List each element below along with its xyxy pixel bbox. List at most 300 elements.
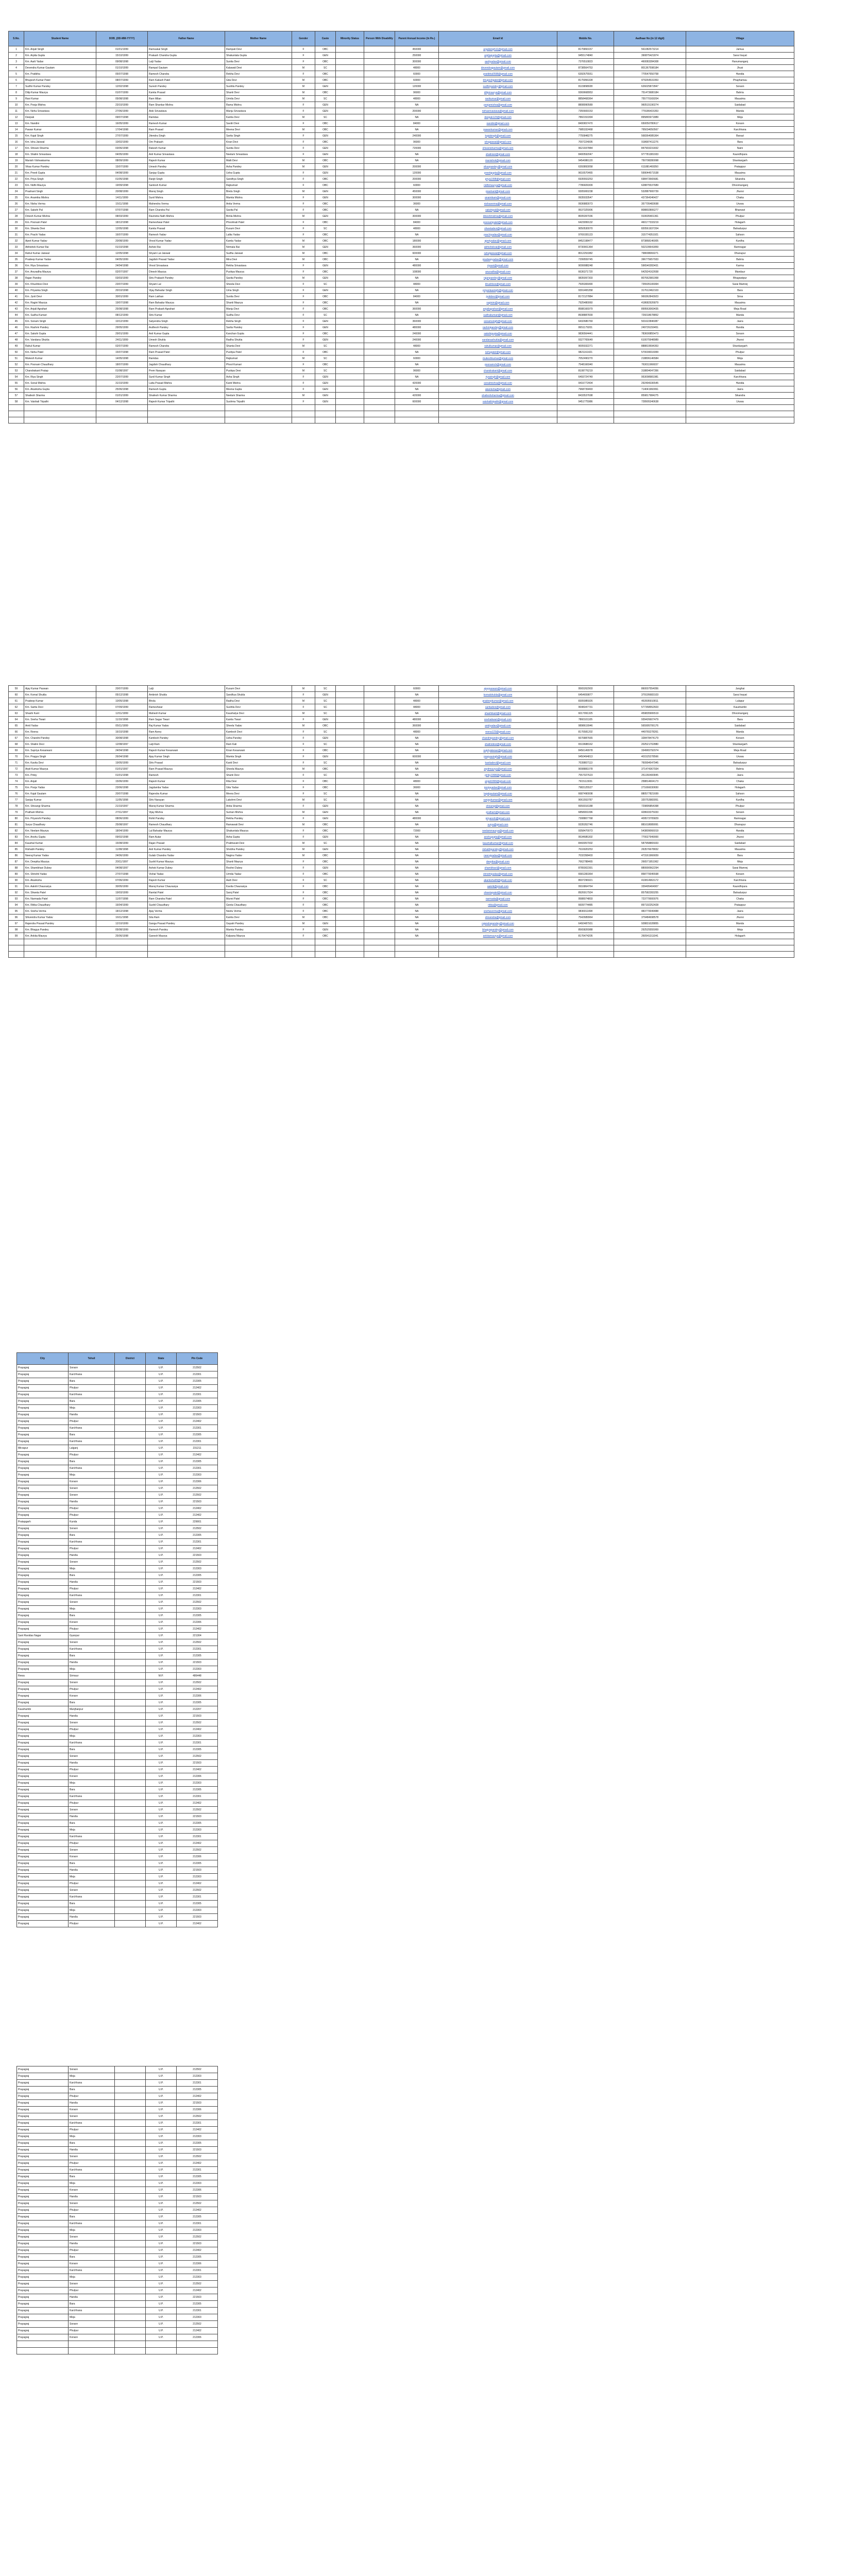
table-row bbox=[17, 1465, 218, 1472]
table-cell: Shobha Pandey bbox=[225, 846, 292, 853]
table-cell[interactable]: kajalgautam@gmail.com bbox=[439, 791, 557, 797]
table-cell: Prayagraj bbox=[17, 1566, 69, 1572]
table-cell: F bbox=[292, 232, 315, 238]
table-cell: 7376510823 bbox=[557, 59, 614, 65]
table-cell: 25/06/1998 bbox=[96, 933, 148, 939]
table-cell: Prayagraj bbox=[17, 2334, 69, 2341]
table-cell[interactable]: riyasingh@gmail.com bbox=[439, 374, 557, 380]
table-cell: 08/06/1999 bbox=[96, 816, 148, 822]
table-cell: F bbox=[292, 816, 315, 822]
table-cell[interactable]: shalinisri@gmail.com bbox=[439, 151, 557, 158]
table-cell[interactable]: shaileshsharma@gmail.com bbox=[439, 393, 557, 399]
table-cell: Kamta Prasad bbox=[148, 90, 225, 96]
table-cell: 300000 bbox=[395, 59, 439, 65]
table-cell: Sheela Devi bbox=[225, 281, 292, 287]
table-cell[interactable]: deepika@gmail.com bbox=[439, 859, 557, 865]
table-cell[interactable]: komalshukla@gmail.com bbox=[439, 692, 557, 698]
table-cell: Karchhana bbox=[69, 2167, 115, 2174]
table-cell bbox=[336, 164, 364, 170]
table-cell: OBC bbox=[315, 46, 336, 53]
table-cell: 577358552603 bbox=[614, 704, 686, 710]
table-cell: 07/09/1999 bbox=[96, 704, 148, 710]
table-cell[interactable]: vikaspandey@gmail.com bbox=[439, 164, 557, 170]
table-cell: Radha Devi bbox=[225, 698, 292, 704]
table-cell: U.P. bbox=[146, 1633, 177, 1639]
table-cell bbox=[292, 417, 315, 423]
table-cell bbox=[336, 865, 364, 871]
table-cell[interactable]: poojayadav@gmail.com bbox=[439, 785, 557, 791]
table-cell[interactable]: vaishalitripathi@gmail.com bbox=[439, 399, 557, 405]
table-cell[interactable]: mukeshkumar@gmail.com bbox=[439, 355, 557, 362]
table-cell: 26/04/1998 bbox=[96, 754, 148, 760]
table-cell bbox=[148, 417, 225, 423]
table-cell: Bara bbox=[69, 1700, 115, 1706]
table-cell: 73 bbox=[9, 772, 24, 778]
table-cell: Meja bbox=[686, 927, 794, 933]
table-cell[interactable]: chandnipandey@gmail.com bbox=[439, 735, 557, 741]
table-cell[interactable]: saritadevi@gmail.com bbox=[439, 704, 557, 710]
table-cell: U.P. bbox=[146, 1706, 177, 1713]
table-row bbox=[9, 349, 794, 355]
table-cell: U.P. bbox=[146, 1552, 177, 1559]
table-cell[interactable]: poonamch@gmail.com bbox=[439, 362, 557, 368]
table-cell: 8565826988 bbox=[557, 927, 614, 933]
table-cell: Handia bbox=[69, 1713, 115, 1720]
table-cell: U.P. bbox=[146, 2267, 177, 2274]
table-cell[interactable]: pratibha0598@gmail.com bbox=[439, 71, 557, 77]
table-cell[interactable]: devendragautam@gmail.com bbox=[439, 65, 557, 71]
table-row bbox=[17, 2308, 218, 2314]
table-cell: Phulpur bbox=[69, 2207, 115, 2214]
table-cell[interactable]: manishvk@gmail.com bbox=[439, 158, 557, 164]
table-cell: 859817984275 bbox=[614, 393, 686, 399]
table-cell: 8738564753 bbox=[557, 65, 614, 71]
table-cell: 9836564441 bbox=[557, 331, 614, 337]
table-cell: F bbox=[292, 108, 315, 114]
table-cell[interactable]: riyasri@gmail.com bbox=[439, 263, 557, 269]
table-cell: Manju Srivastava bbox=[225, 108, 292, 114]
table-cell: Prayagraj bbox=[17, 1767, 69, 1773]
table-cell: 7968739493 bbox=[557, 386, 614, 393]
table-cell bbox=[115, 2281, 146, 2287]
table-row bbox=[9, 65, 794, 71]
table-cell: GEN bbox=[315, 393, 336, 399]
table-cell bbox=[336, 834, 364, 840]
table-cell[interactable]: dineshmishra@gmail.com bbox=[439, 213, 557, 219]
table-cell[interactable]: ishajaiswal@gmail.com bbox=[439, 139, 557, 145]
table-cell: Phulpur bbox=[69, 1840, 115, 1847]
table-cell: 8 bbox=[9, 90, 24, 96]
table-cell: U.P. bbox=[146, 1693, 177, 1700]
table-cell: Kamla Tiwari bbox=[225, 717, 292, 723]
table-cell: 30 bbox=[9, 226, 24, 232]
table-cell[interactable]: rashmipandey@gmail.com bbox=[439, 325, 557, 331]
table-cell: Jasra bbox=[686, 772, 794, 778]
table-cell: 60000 bbox=[395, 182, 439, 189]
table-row bbox=[17, 2174, 218, 2180]
table-cell: Meja bbox=[69, 1566, 115, 1572]
table-cell: GEN bbox=[315, 803, 336, 809]
table-row bbox=[9, 96, 794, 102]
table-cell[interactable]: shivendra@gmail.com bbox=[439, 914, 557, 921]
table-cell[interactable]: bhagyapandey@gmail.com bbox=[439, 927, 557, 933]
table-cell: 212402 bbox=[177, 1626, 218, 1633]
table-cell: 212402 bbox=[177, 2247, 218, 2254]
table-cell: 7542689964 bbox=[557, 914, 614, 921]
table-cell: Meja bbox=[69, 1666, 115, 1673]
table-cell[interactable]: vandanashukla@gmail.com bbox=[439, 337, 557, 343]
table-row bbox=[17, 1860, 218, 1867]
table-cell: Meja Road bbox=[686, 748, 794, 754]
table-cell: SC bbox=[315, 312, 336, 318]
table-cell[interactable]: shwetapatel@gmail.com bbox=[439, 890, 557, 896]
table-cell[interactable]: sakshigupta@gmail.com bbox=[439, 331, 557, 337]
table-cell[interactable]: raginim@gmail.com bbox=[439, 300, 557, 306]
table-cell[interactable]: kajalsingh@gmail.com bbox=[439, 133, 557, 139]
table-cell: 12 bbox=[9, 114, 24, 121]
table-cell[interactable]: anjali1999@gmail.com bbox=[439, 778, 557, 785]
table-cell[interactable]: prachiyadav@gmail.com bbox=[439, 232, 557, 238]
table-cell: Rajesh Kumar Kesarwani bbox=[148, 748, 225, 754]
table-cell bbox=[148, 945, 225, 952]
table-cell: U.P. bbox=[146, 2187, 177, 2194]
table-row bbox=[17, 1365, 218, 1371]
table-row bbox=[9, 853, 794, 859]
table-cell: 200000 bbox=[395, 164, 439, 170]
table-cell[interactable]: sudhakumari@gmail.com bbox=[439, 312, 557, 318]
table-cell: OBC bbox=[315, 778, 336, 785]
table-cell[interactable]: amityadav@gmail.com bbox=[439, 723, 557, 729]
table-cell: Handia bbox=[686, 71, 794, 77]
table-cell[interactable]: pratham@gmail.com bbox=[439, 809, 557, 816]
table-cell: 212502 bbox=[177, 1559, 218, 1566]
table-cell[interactable]: dilipmaurya@gmail.com bbox=[439, 90, 557, 96]
table-cell[interactable]: anamikam@gmail.com bbox=[439, 195, 557, 201]
table-cell: Ram Milan bbox=[148, 96, 225, 102]
table-cell bbox=[336, 393, 364, 399]
table-cell[interactable]: snehatiwari@gmail.com bbox=[439, 717, 557, 723]
table-cell: 221503 bbox=[177, 1659, 218, 1666]
table-cell[interactable]: sonamsingh@gmail.com bbox=[439, 318, 557, 325]
table-cell: 610075948989 bbox=[614, 337, 686, 343]
table-cell[interactable]: abhishekrai@gmail.com bbox=[439, 244, 557, 250]
table-cell: 650050780617 bbox=[614, 121, 686, 127]
table-cell[interactable]: deepak123@gmail.com bbox=[439, 114, 557, 121]
table-row bbox=[17, 2073, 218, 2080]
table-cell: 48000 bbox=[395, 65, 439, 71]
table-cell[interactable]: poonampatel@gmail.com bbox=[439, 219, 557, 226]
table-cell[interactable]: nehasrivastava@gmail.com bbox=[439, 108, 557, 114]
table-cell: 25/08/1997 bbox=[96, 822, 148, 828]
table-cell: 6935553253 bbox=[557, 176, 614, 182]
table-cell[interactable]: pradeepkumar@gmail.com bbox=[439, 698, 557, 704]
table-cell: Prayagraj bbox=[17, 2234, 69, 2241]
table-cell[interactable]: shivanisharma@gmail.com bbox=[439, 145, 557, 151]
table-cell[interactable]: aartiyadav@gmail.com bbox=[439, 59, 557, 65]
table-cell: 8172127884 bbox=[557, 294, 614, 300]
table-cell[interactable]: nehapatel@gmail.com bbox=[439, 349, 557, 355]
table-cell: 212301 bbox=[177, 1834, 218, 1840]
table-cell: Ajay Kumar Singh bbox=[148, 754, 225, 760]
table-cell[interactable]: shambhavi@gmail.com bbox=[439, 865, 557, 871]
table-cell: Kalpana Maurya bbox=[225, 933, 292, 939]
table-cell: Soraon bbox=[69, 1365, 115, 1371]
table-cell: Rajesh Kumar Tripathi bbox=[148, 399, 225, 405]
table-cell[interactable]: nishaverma@gmail.com bbox=[439, 201, 557, 207]
table-cell: SC bbox=[315, 96, 336, 102]
table-cell: 212502 bbox=[177, 2113, 218, 2120]
table-row bbox=[9, 760, 794, 766]
table-cell: Km. Poonam Chaudhary bbox=[24, 362, 96, 368]
table-cell[interactable]: neerajyadav@gmail.com bbox=[439, 853, 557, 859]
table-cell[interactable]: aakriti@gmail.com bbox=[439, 884, 557, 890]
table-cell[interactable]: preetigupta@gmail.com bbox=[439, 170, 557, 176]
table-cell: Prayagraj bbox=[17, 1592, 69, 1599]
table-cell: 71 bbox=[9, 760, 24, 766]
table-cell[interactable]: priya1998@gmail.com bbox=[439, 176, 557, 182]
table-row bbox=[9, 828, 794, 834]
table-cell[interactable]: rahulkumar@gmail.com bbox=[439, 343, 557, 349]
table-cell: Km. Priyanka Singh bbox=[24, 287, 96, 294]
table-cell bbox=[336, 952, 364, 958]
table-cell[interactable]: bhupeshpatel@gmail.com bbox=[439, 77, 557, 83]
table-cell: 723770000076 bbox=[614, 896, 686, 902]
table-cell: OBC bbox=[315, 349, 336, 355]
table-cell: U.P. bbox=[146, 2207, 177, 2214]
table-cell[interactable]: reena123@gmail.com bbox=[439, 729, 557, 735]
table-row bbox=[17, 2207, 218, 2214]
table-cell bbox=[96, 952, 148, 958]
table-cell bbox=[439, 945, 557, 952]
table-cell: Bara bbox=[69, 2174, 115, 2180]
table-cell: Rajan Prasad bbox=[148, 840, 225, 846]
table-cell bbox=[336, 417, 364, 423]
column-header: S.No. bbox=[9, 31, 24, 46]
table-cell bbox=[364, 164, 395, 170]
table-cell: 212305 bbox=[177, 1613, 218, 1619]
table-cell[interactable]: ajaypaswan@gmail.com bbox=[439, 686, 557, 692]
table-cell bbox=[557, 411, 614, 417]
table-cell bbox=[336, 102, 364, 108]
table-cell: 212502 bbox=[177, 1720, 218, 1726]
table-cell bbox=[115, 1365, 146, 1371]
table-cell[interactable]: ajeetyadav@gmail.com bbox=[439, 238, 557, 244]
table-cell: Rekha Devi bbox=[225, 71, 292, 77]
table-cell bbox=[336, 306, 364, 312]
table-cell bbox=[364, 754, 395, 760]
table-cell: 7915113031 bbox=[557, 778, 614, 785]
table-cell[interactable]: shashikant@gmail.com bbox=[439, 710, 557, 717]
table-cell bbox=[115, 1465, 146, 1472]
table-cell: 20/08/1999 bbox=[96, 189, 148, 195]
table-cell bbox=[115, 1532, 146, 1539]
table-cell[interactable]: ritika@gmail.com bbox=[439, 902, 557, 908]
table-cell[interactable]: kaushalkumar@gmail.com bbox=[439, 840, 557, 846]
table-cell: 212301 bbox=[177, 1539, 218, 1546]
table-cell[interactable]: rajendrapandey@gmail.com bbox=[439, 921, 557, 927]
table-cell bbox=[336, 232, 364, 238]
table-cell bbox=[315, 411, 336, 417]
table-cell: GEN bbox=[315, 318, 336, 325]
table-cell bbox=[115, 1847, 146, 1854]
table-cell[interactable]: khushboo@gmail.com bbox=[439, 281, 557, 287]
table-cell[interactable]: akanksha@gmail.com bbox=[439, 386, 557, 393]
table-cell[interactable]: sonalmishra@gmail.com bbox=[439, 380, 557, 386]
table-cell: 04/05/1999 bbox=[96, 257, 148, 263]
table-cell[interactable]: anshugupta@gmail.com bbox=[439, 834, 557, 840]
table-cell: 18/07/1999 bbox=[96, 362, 148, 368]
table-cell[interactable]: priyanshi@gmail.com bbox=[439, 816, 557, 822]
table-cell[interactable]: shalinidevi@gmail.com bbox=[439, 741, 557, 748]
table-cell: Dinesh Maurya bbox=[148, 269, 225, 275]
table-cell: U.P. bbox=[146, 2281, 177, 2287]
table-cell[interactable]: pradeepyadav@gmail.com bbox=[439, 257, 557, 263]
table-cell bbox=[115, 1834, 146, 1840]
table-cell bbox=[364, 939, 395, 945]
table-cell bbox=[115, 1559, 146, 1566]
table-cell[interactable]: chandrakant@gmail.com bbox=[439, 368, 557, 374]
table-cell: SC bbox=[315, 741, 336, 748]
table-cell[interactable]: anjalisingh11@gmail.com bbox=[439, 46, 557, 53]
table-cell bbox=[115, 1800, 146, 1807]
table-cell bbox=[115, 2100, 146, 2107]
address-table-part-2 bbox=[16, 2066, 218, 2354]
table-cell bbox=[115, 1820, 146, 1827]
table-cell bbox=[336, 46, 364, 53]
table-cell: U.P. bbox=[146, 2308, 177, 2314]
table-cell: U.P. bbox=[146, 2100, 177, 2107]
table-cell: 315774351921 bbox=[614, 232, 686, 238]
column-header: State bbox=[146, 1353, 177, 1365]
table-row bbox=[17, 2147, 218, 2154]
table-cell: Arpit Kumar Maurya bbox=[24, 766, 96, 772]
table-cell bbox=[336, 294, 364, 300]
table-cell: 8305085926 bbox=[557, 698, 614, 704]
table-row bbox=[17, 1438, 218, 1445]
table-cell[interactable]: pawankumar@gmail.com bbox=[439, 127, 557, 133]
table-cell[interactable]: sanjaykumar@gmail.com bbox=[439, 797, 557, 803]
table-cell bbox=[364, 102, 395, 108]
table-cell: 212402 bbox=[177, 2328, 218, 2334]
table-cell[interactable]: arpitmaurya@gmail.com bbox=[439, 766, 557, 772]
table-cell[interactable]: anuradha@gmail.com bbox=[439, 269, 557, 275]
table-cell: GEN bbox=[315, 865, 336, 871]
table-cell: Meja bbox=[69, 1606, 115, 1613]
table-cell[interactable]: nandini@gmail.com bbox=[439, 121, 557, 127]
table-cell: 04/12/1998 bbox=[96, 399, 148, 405]
table-cell[interactable]: shivangi@gmail.com bbox=[439, 803, 557, 809]
table-cell[interactable]: ankitamaurya@gmail.com bbox=[439, 933, 557, 939]
table-cell[interactable]: poojamishra@gmail.com bbox=[439, 102, 557, 108]
table-cell: NA bbox=[395, 312, 439, 318]
table-row bbox=[17, 2247, 218, 2254]
table-cell[interactable]: supriyakesar@gmail.com bbox=[439, 748, 557, 754]
table-cell: Koraon bbox=[69, 2261, 115, 2267]
table-cell: 96000 bbox=[395, 139, 439, 145]
table-cell: Km. Shrishti Yadav bbox=[24, 871, 96, 877]
table-cell[interactable]: jyotidevi@gmail.com bbox=[439, 294, 557, 300]
table-cell: Km. Shalini Srivastava bbox=[24, 151, 96, 158]
table-cell bbox=[292, 405, 315, 411]
table-cell: Km. Nidhi Maurya bbox=[24, 182, 96, 189]
table-cell[interactable]: shwetadevi@gmail.com bbox=[439, 226, 557, 232]
table-cell: 20/07/1998 bbox=[96, 791, 148, 797]
table-cell[interactable]: neelammaurya@gmail.com bbox=[439, 828, 557, 834]
table-cell: Koraon bbox=[686, 871, 794, 877]
table-cell: 587958865933 bbox=[614, 840, 686, 846]
table-cell[interactable]: surya@gmail.com bbox=[439, 822, 557, 828]
table-cell[interactable]: priyankasingh@gmail.com bbox=[439, 287, 557, 294]
table-cell[interactable]: rahuljaiswal@gmail.com bbox=[439, 250, 557, 257]
table-cell[interactable]: shrishtiyadav@gmail.com bbox=[439, 871, 557, 877]
table-cell bbox=[336, 877, 364, 884]
table-cell[interactable]: narmada@gmail.com bbox=[439, 896, 557, 902]
table-cell: GEN bbox=[315, 108, 336, 114]
table-cell: 212305 bbox=[177, 1787, 218, 1793]
table-cell[interactable]: akanksha99@gmail.com bbox=[439, 877, 557, 884]
table-cell: 8452198477 bbox=[557, 238, 614, 244]
table-cell[interactable]: prashant@gmail.com bbox=[439, 189, 557, 195]
table-cell bbox=[364, 766, 395, 772]
table-cell: GEN bbox=[315, 834, 336, 840]
table-cell: Shankargarh bbox=[686, 741, 794, 748]
table-cell[interactable]: sudhirpandey@gmail.com bbox=[439, 83, 557, 90]
table-cell: Km. Anjali Singh bbox=[24, 46, 96, 53]
table-cell[interactable]: ravikumar@gmail.com bbox=[439, 96, 557, 102]
table-cell: Shivendra Kumar Yadav bbox=[24, 914, 96, 921]
table-cell: GEN bbox=[315, 735, 336, 741]
table-cell: 84000 bbox=[395, 294, 439, 300]
table-cell: U.P. bbox=[146, 1854, 177, 1860]
table-cell[interactable]: rishabhpandey@gmail.com bbox=[439, 846, 557, 853]
table-cell: 371474367934 bbox=[614, 766, 686, 772]
table-cell: OBC bbox=[315, 77, 336, 83]
table-cell: Holagarh bbox=[686, 785, 794, 791]
table-cell: Rahul Kumar bbox=[24, 343, 96, 349]
table-cell: 9005032271 bbox=[557, 343, 614, 349]
table-cell: Sunita Devi bbox=[225, 59, 292, 65]
table-cell: Bindu Singh bbox=[225, 189, 292, 195]
table-cell: Rajendra Kumar bbox=[148, 791, 225, 797]
table-cell bbox=[115, 2080, 146, 2087]
table-cell: Prayagraj bbox=[17, 2187, 69, 2194]
table-cell bbox=[115, 2207, 146, 2214]
table-cell[interactable]: nidhimaurya@gmail.com bbox=[439, 182, 557, 189]
table-cell: Vijay Bahadur Singh bbox=[148, 287, 225, 294]
table-cell: F bbox=[292, 896, 315, 902]
table-cell: 7786609309 bbox=[557, 182, 614, 189]
table-cell: 01/10/1999 bbox=[96, 65, 148, 71]
table-cell bbox=[336, 902, 364, 908]
table-cell: Ramnagar bbox=[686, 816, 794, 822]
table-cell: 7355669153 bbox=[557, 108, 614, 114]
table-row bbox=[17, 1814, 218, 1820]
table-cell: 453595910811 bbox=[614, 698, 686, 704]
table-cell: U.P. bbox=[146, 1398, 177, 1405]
table-cell[interactable]: snehaverma@gmail.com bbox=[439, 908, 557, 914]
table-cell: Km. Akanksha bbox=[24, 877, 96, 884]
table-cell[interactable]: pragyasingh@gmail.com bbox=[439, 754, 557, 760]
table-cell[interactable]: sakshipal@gmail.com bbox=[439, 207, 557, 213]
table-cell: M bbox=[292, 250, 315, 257]
table-cell[interactable]: anjaliagrahari@gmail.com bbox=[439, 306, 557, 312]
table-cell[interactable]: arpitagupta@gmail.com bbox=[439, 53, 557, 59]
table-cell[interactable]: pinky1998@gmail.com bbox=[439, 772, 557, 778]
table-cell[interactable]: rajanpandey@gmail.com bbox=[439, 275, 557, 281]
table-row bbox=[17, 1713, 218, 1720]
table-cell[interactable]: kavitadevi@gmail.com bbox=[439, 760, 557, 766]
table-row bbox=[9, 859, 794, 865]
